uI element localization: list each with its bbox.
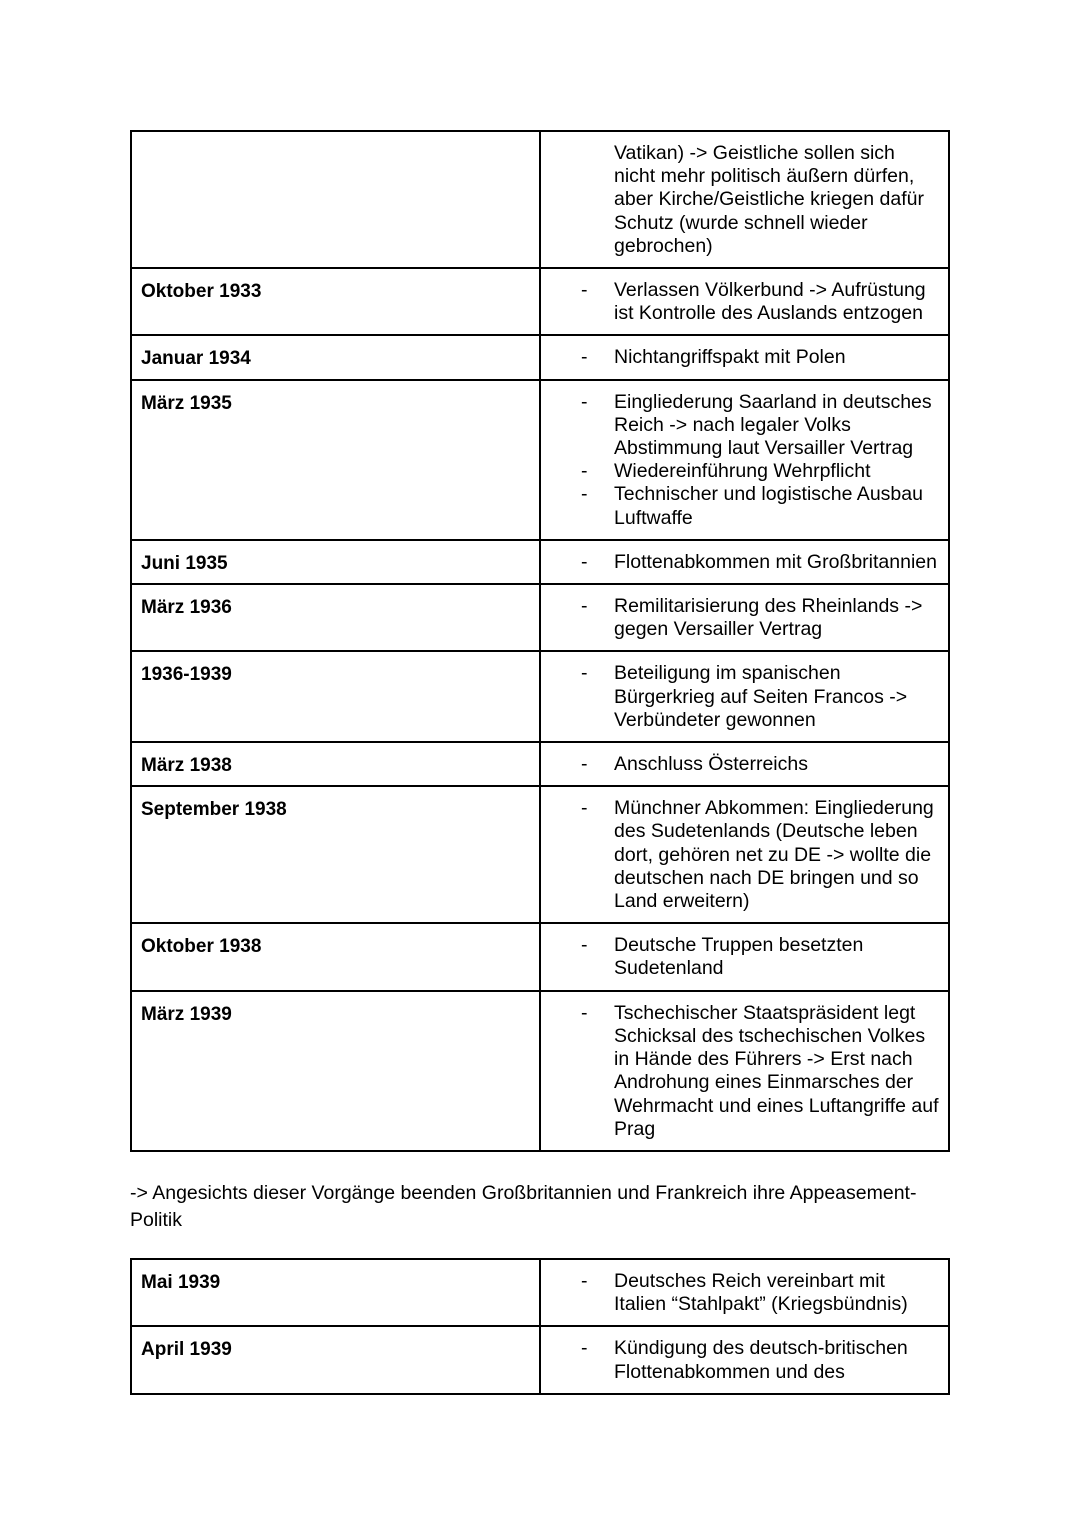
event-item [541,142,940,258]
date-cell: Oktober 1933 [131,268,540,335]
date-cell: Juni 1935 [131,540,540,584]
timeline-table-body [131,1259,949,1394]
table-row [131,923,949,990]
date-cell: 1936-1939 [131,651,540,742]
event-item [541,483,940,529]
date-cell: September 1938 [131,786,540,923]
event-item [541,460,940,483]
table-row [131,651,949,742]
table-row [131,540,949,584]
events-cell [540,742,949,786]
bullet-dash: - [581,1270,588,1292]
timeline-table-continued [130,1258,950,1395]
table-row [131,380,949,540]
bullet-dash: - [581,550,588,573]
bullet-dash: - [581,460,588,483]
table-row [131,1326,949,1393]
event-item [541,279,940,325]
timeline-table-body [131,131,949,1151]
bullet-dash: - [581,934,588,957]
event-text: Vatikan) -> Geistliche sollen sich nicht mehr politisch äußern dürfen, aber Kirche/Geistliche kriegen dafür Schutz (wurde schnell wieder gebrochen) [614,142,924,257]
bullet-dash: - [581,753,588,776]
events-cell [540,991,949,1151]
event-text: Deutsches Reich vereinbart mit Italien “Stahlpakt” (Kriegsbündnis) [614,1270,908,1316]
event-text: Technischer und logistische Ausbau Luftwaffe [614,483,923,529]
events-cell [540,380,949,540]
date-cell: April 1939 [131,1326,540,1393]
date-cell: März 1939 [131,991,540,1151]
event-text: Wiedereinführung Wehrpflicht [614,460,871,483]
date-cell [131,131,540,268]
events-cell [540,584,949,651]
events-cell [540,268,949,335]
event-text: Beteiligung im spanischen Bürgerkrieg auf Seiten Francos -> Verbündeter gewonnen [614,662,908,731]
event-item [541,551,940,574]
table-row [131,335,949,379]
table-row [131,584,949,651]
event-item [541,1002,940,1141]
event-item [541,797,940,913]
date-cell: Oktober 1938 [131,923,540,990]
event-item [541,346,940,369]
events-cell [540,1259,949,1326]
timeline-table [130,130,950,1152]
event-text: Verlassen Völkerbund -> Aufrüstung ist Kontrolle des Auslands entzogen [614,279,926,325]
event-text: Eingliederung Saarland in deutsches Reich -> nach legaler Volks Abstimmung laut Versailler Vertrag [614,390,932,460]
events-cell [540,923,949,990]
bullet-dash: - [581,390,588,413]
bullet-dash: - [581,797,588,820]
event-item [541,753,940,776]
events-cell [540,1326,949,1393]
event-text: Anschluss Österreichs [614,753,808,776]
date-cell: Januar 1934 [131,335,540,379]
bullet-dash: - [581,662,588,685]
event-text: Münchner Abkommen: Eingliederung des Sudetenlands (Deutsche leben dort, gehören net zu DE -> wollte die deutschen nach DE bringen und so Land erweitern) [614,797,934,913]
table-row [131,1259,949,1326]
events-cell [540,540,949,584]
event-item [541,662,940,732]
event-item [541,391,940,461]
event-item [541,1337,940,1383]
table-row [131,991,949,1151]
table-row [131,742,949,786]
event-item [541,595,940,641]
table-row [131,131,949,268]
event-text: Tschechischer Staatspräsident legt Schicksal des tschechischen Volkes in Hände des Führers -> Erst nach Androhung eines Einmarsches der Wehrmacht und eines Luftangriffe auf Prag [614,1001,939,1140]
date-cell: März 1936 [131,584,540,651]
bullet-dash: - [581,1001,588,1024]
appeasement-note: -> Angesichts dieser Vorgänge beenden Großbritannien und Frankreich ihre Appeasement-Politik [130,1182,917,1231]
event-item [541,1270,940,1316]
table-row [131,268,949,335]
events-cell [540,131,949,268]
table-row [131,786,949,923]
bullet-dash: - [581,595,588,618]
event-text: Kündigung des deutsch-britischen Flottenabkommen und des [614,1337,908,1383]
events-cell [540,335,949,379]
bullet-dash: - [581,483,588,506]
event-text: Nichtangriffspakt mit Polen [614,346,846,369]
events-cell [540,786,949,923]
date-cell: Mai 1939 [131,1259,540,1326]
bullet-dash: - [581,346,588,369]
date-cell: März 1935 [131,380,540,540]
events-cell [540,651,949,742]
event-text: Flottenabkommen mit Großbritannien [614,550,937,573]
event-text: Remilitarisierung des Rheinlands -> gegen Versailler Vertrag [614,595,923,641]
event-text: Deutsche Truppen besetzten Sudetenland [614,934,864,980]
event-item [541,934,940,980]
date-cell: März 1938 [131,742,540,786]
bullet-dash: - [581,279,588,302]
bullet-dash: - [581,1337,588,1360]
